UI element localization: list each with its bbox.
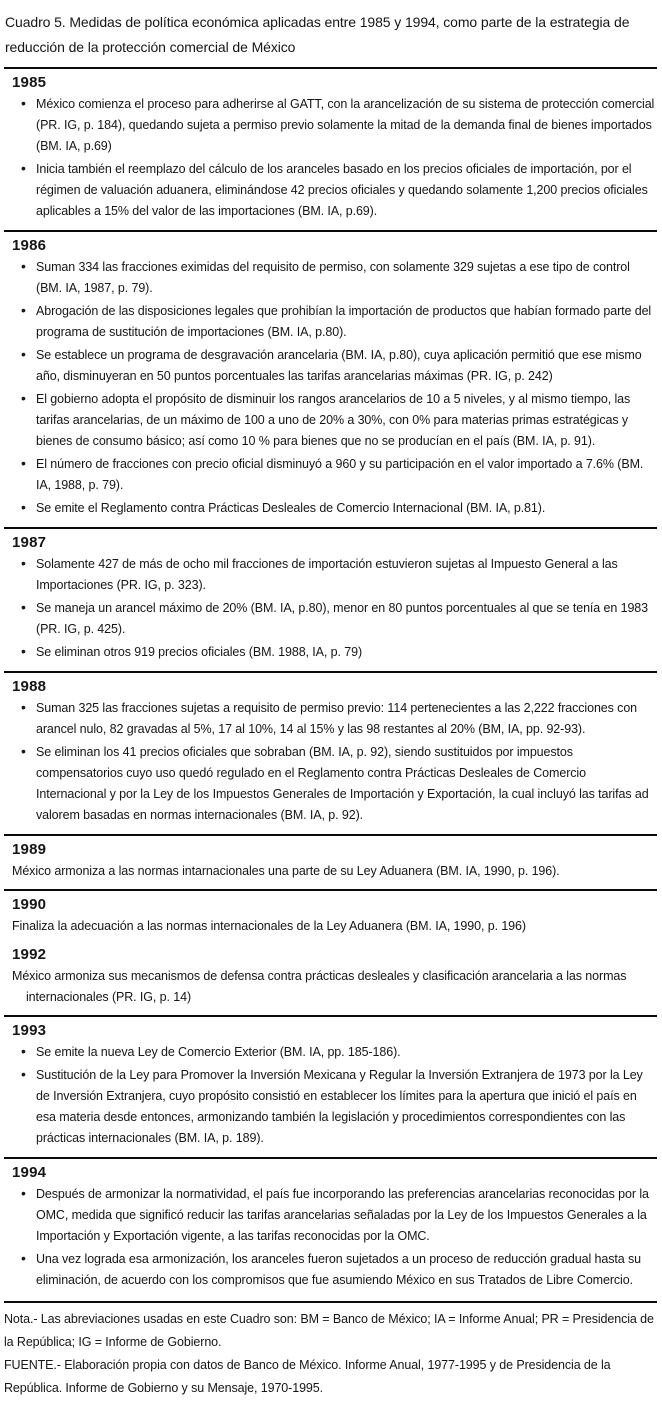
bullet-list-1987 xyxy=(6,554,655,663)
bullet-list-1993 xyxy=(6,1042,655,1149)
list-item xyxy=(36,1249,655,1291)
note-abbreviations: Nota.- Las abreviaciones usadas en este Cuadro son: BM = Banco de México; IA = Informe Anual; PR = Presidencia de la República; IG = Informe de Gobierno. xyxy=(4,1312,654,1349)
year-heading-1993: 1993 xyxy=(12,1022,47,1039)
section-1987 xyxy=(4,527,657,671)
list-item-text: Una vez lograda esa armonización, los aranceles fueron sujetados a un proceso de reducción gradual hasta su eliminación, de acuerdo con los compromisos que fue asumiendo México en sus Tratados de Libre Comercio. xyxy=(36,1252,641,1287)
section-paragraph: Finaliza la adecuación a las normas internacionales de la Ley Aduanera (BM. IA, 1990, p. 196) xyxy=(12,919,526,933)
list-item-text: Sustitución de la Ley para Promover la Inversión Mexicana y Regular la Inversión Extranjera de 1973 por la Ley de Inversión Extranjera, cuyo propósito consistió en establecer los límites para la apertura que inició el país en esa materia desde entonces, armonizando también la legislación y procedimientos correspondientes con las prácticas internacionales (BM. IA, p. 189). xyxy=(36,1068,643,1145)
year-heading-1990: 1990 xyxy=(12,896,47,913)
list-item-text: México comienza el proceso para adherirse al GATT, con la arancelización de su sistema de protección comercial (PR. IG, p. 184), quedando sujeta a permiso previo solamente la mitad de la demanda final de bienes importados (BM. IA, p.69) xyxy=(36,97,655,153)
list-item-text: Se establece un programa de desgravación arancelaria (BM. IA, p.80), cuya aplicación permitió que ese mismo año, disminuyeran en 50 puntos porcentuales las tarifas arancelarias máximas (PR. IG, p. 242) xyxy=(36,348,642,383)
section-1990 xyxy=(4,889,657,944)
bullet-list-1994 xyxy=(6,1184,655,1291)
list-item-text: Suman 334 las fracciones eximidas del requisito de permiso, con solamente 329 sujetas a ese tipo de control (BM. IA, 1987, p. 79). xyxy=(36,260,630,295)
table-title: Cuadro 5. Medidas de política económica aplicadas entre 1985 y 1994, como parte de la estrategia de reducción de la protección comercial de México xyxy=(5,14,630,55)
list-item xyxy=(36,698,655,740)
list-item xyxy=(36,1065,655,1149)
list-item-text: El número de fracciones con precio oficial disminuyó a 960 y su participación en el valor importado a 7.6% (BM. IA, 1988, p. 79). xyxy=(36,457,644,492)
list-item-text: Se maneja un arancel máximo de 20% (BM. IA, p.80), menor en 80 puntos porcentuales al que se tenía en 1983 (PR. IG, p. 425). xyxy=(36,601,649,636)
list-item xyxy=(36,454,655,496)
source-note: FUENTE.- Elaboración propia con datos de Banco de México. Informe Anual, 1977-1995 y de Presidencia de la República. Informe de Gobierno y su Mensaje, 1970-1995. xyxy=(4,1358,611,1395)
section-1992 xyxy=(4,946,657,1015)
bullet-list-1986 xyxy=(6,257,655,519)
list-item-text: Se eliminan otros 919 precios oficiales (BM. 1988, IA, p. 79) xyxy=(36,645,363,659)
year-heading-1985: 1985 xyxy=(12,74,47,91)
list-item xyxy=(36,301,655,343)
list-item xyxy=(36,257,655,299)
table-footnotes xyxy=(4,1301,657,1404)
section-paragraph: México armoniza sus mecanismos de defensa contra prácticas desleales y clasificación arancelaria a las normas internacionales (PR. IG, p. 14) xyxy=(12,969,627,1004)
list-item xyxy=(36,742,655,826)
list-item xyxy=(36,159,655,222)
list-item-text: Suman 325 las fracciones sujetas a requisito de permiso previo: 114 pertenecientes a las 2,222 fracciones con arancel nulo, 82 gravadas al 5%, 17 al 10%, 14 al 15% y las 98 restantes al 20% (BM, IA, pp. 92-93). xyxy=(36,701,638,736)
list-item xyxy=(36,642,655,663)
section-1993 xyxy=(4,1015,657,1157)
list-item xyxy=(36,1042,655,1063)
list-item xyxy=(36,554,655,596)
list-item xyxy=(36,1184,655,1247)
bullet-list-1988 xyxy=(6,698,655,826)
list-item xyxy=(36,345,655,387)
list-item-text: Se eliminan los 41 precios oficiales que sobraban (BM. IA, p. 92), siendo sustituidos por impuestos compensatorios cuyo uso quedó regulado en el Reglamento contra Prácticas Desleales de Comercio Internacional y por la Ley de los Impuestos Generales de Importación y Exportación, la cual incluyó las tarifas ad valorem basadas en normas internacionales (BM. IA, p. 92). xyxy=(36,745,649,822)
section-paragraph: México armoniza a las normas intarnacionales una parte de su Ley Aduanera (BM. IA, 1990, p. 196). xyxy=(12,864,560,878)
section-1989 xyxy=(4,834,657,889)
list-item xyxy=(36,94,655,157)
section-1988 xyxy=(4,671,657,834)
year-heading-1992: 1992 xyxy=(12,946,47,963)
bullet-list-1985 xyxy=(6,94,655,222)
year-heading-1994: 1994 xyxy=(12,1164,47,1181)
list-item-text: Abrogación de las disposiciones legales que prohibían la importación de productos que habían formado parte del programa de sustitución de importaciones (BM. IA, p.80). xyxy=(36,304,652,339)
list-item-text: Inicia también el reemplazo del cálculo de los aranceles basado en los precios oficiales de importación, por el régimen de valuación aduanera, eliminándose 42 precios oficiales y quedando solamente 1,200 precios oficiales aplicables a 15% del valor de las importaciones (BM. IA, p.69). xyxy=(36,162,648,218)
year-heading-1989: 1989 xyxy=(12,841,47,858)
list-item xyxy=(36,389,655,452)
year-heading-1986: 1986 xyxy=(12,237,47,254)
section-1985 xyxy=(4,67,657,230)
list-item-text: Se emite la nueva Ley de Comercio Exterior (BM. IA, pp. 185-186). xyxy=(36,1045,401,1059)
list-item xyxy=(36,498,655,519)
section-1994 xyxy=(4,1157,657,1299)
list-item-text: Solamente 427 de más de ocho mil fracciones de importación estuvieron sujetas al Impuesto General a las Importaciones (PR. IG, p. 323). xyxy=(36,557,618,592)
list-item-text: Después de armonizar la normatividad, el país fue incorporando las preferencias arancelarias reconocidas por la OMC, medida que significó reducir las tarifas arancelarias señaladas por la Ley de los Impuestos Generales a la Importación y Exportación vigente, a las tarifas reconocidas por la OMC. xyxy=(36,1187,649,1243)
year-heading-1988: 1988 xyxy=(12,678,47,695)
list-item xyxy=(36,598,655,640)
year-heading-1987: 1987 xyxy=(12,534,47,551)
section-1986 xyxy=(4,230,657,527)
list-item-text: Se emite el Reglamento contra Prácticas Desleales de Comercio Internacional (BM. IA, p.81). xyxy=(36,501,546,515)
list-item-text: El gobierno adopta el propósito de disminuir los rangos arancelarios de 10 a 5 niveles, y al mismo tiempo, las tarifas arancelarias, de un máximo de 100 a uno de 20% a 30%, con 0% para materias primas estratégicas y bienes de consumo básico; así como 10 % para bienes que no se producían en el país (BM. IA, p. 91). xyxy=(36,392,631,448)
